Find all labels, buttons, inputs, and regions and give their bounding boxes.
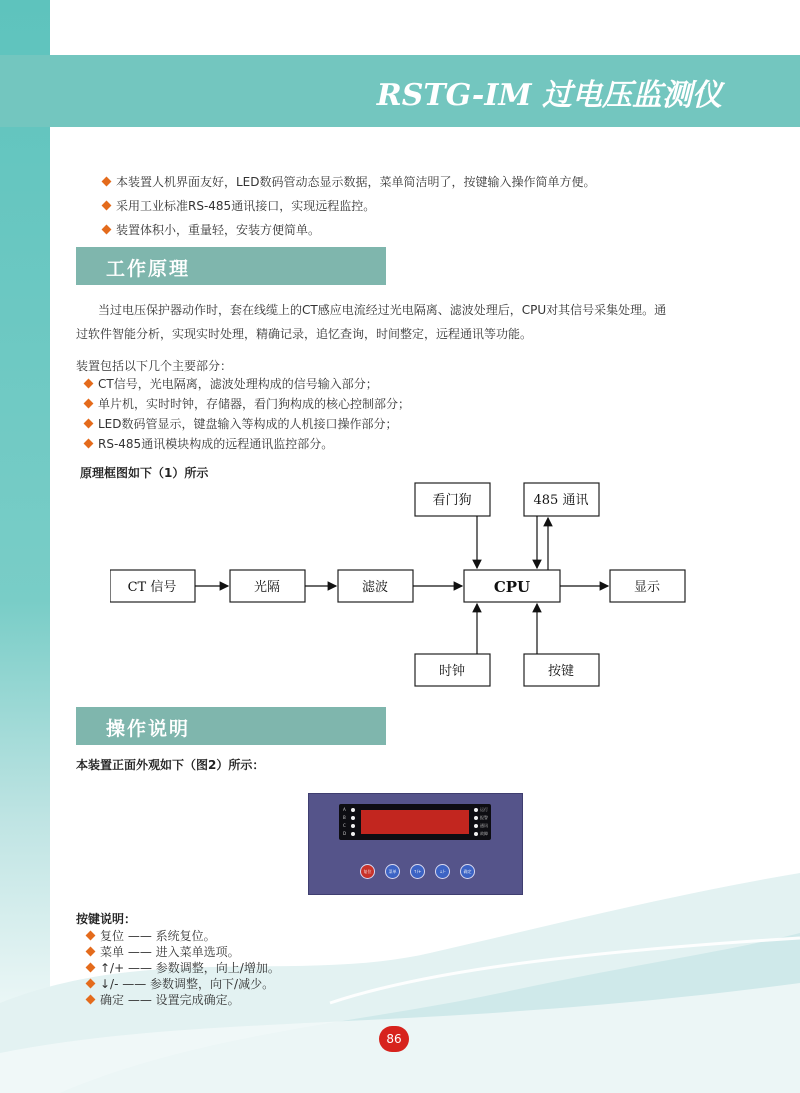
watchdog-label: 看门狗: [432, 493, 472, 508]
page-number-badge: 86: [379, 1026, 409, 1052]
cpu-label: CPU: [493, 578, 531, 596]
led-label: B: [343, 815, 346, 820]
list-item: ↓/- —— 参数调整，向下/减少。: [86, 976, 280, 992]
paragraph-line: 过软件智能分析，实现实时处理，精确记录，追忆查询，时间整定，远程通讯等功能。: [76, 327, 533, 341]
confirm-button[interactable]: 确定: [460, 864, 475, 879]
block-diagram: [110, 475, 700, 695]
led-label: 运行: [480, 807, 488, 812]
list-item: CT信号，光电隔离，滤波处理构成的信号输入部分；: [84, 374, 410, 394]
led-indicator-icon: [351, 816, 355, 820]
comm-label: 485 通讯: [533, 493, 589, 508]
section-title: 工作原理: [106, 258, 191, 280]
led-label: A: [343, 807, 346, 812]
parts-intro: 装置包括以下几个主要部分：: [76, 359, 233, 373]
device-front-panel: [308, 793, 523, 895]
section-header-operation: [76, 707, 386, 745]
led-label: 报警: [480, 815, 488, 820]
list-item: 装置体积小，重量轻，安装方便简单。: [102, 218, 596, 242]
led-indicator-icon: [351, 832, 355, 836]
list-item: 单片机，实时时钟，存储器，看门狗构成的核心控制部分；: [84, 394, 410, 414]
optic-label: 光隔: [253, 580, 281, 595]
menu-button[interactable]: 菜单: [385, 864, 400, 879]
feature-list: [102, 170, 596, 242]
led-indicator-icon: [351, 808, 355, 812]
led-digit-display: [361, 810, 469, 834]
led-indicator-icon: [474, 816, 478, 820]
principle-paragraph: [76, 298, 716, 346]
led-indicator-icon: [474, 824, 478, 828]
display-label: 显示: [633, 580, 661, 595]
diagram-caption: 原理框图如下（1）所示: [80, 466, 209, 480]
paragraph-line: 当过电压保护器动作时，套在线缆上的CT感应电流经过光电隔离、滤波处理后，CPU对其信号采集处理。通: [98, 303, 667, 317]
filter-label: 滤波: [361, 580, 389, 595]
section-title: 操作说明: [106, 718, 191, 740]
reset-button[interactable]: 复位: [360, 864, 375, 879]
list-item: 菜单 —— 进入菜单选项。: [86, 944, 280, 960]
led-indicator-icon: [474, 808, 478, 812]
led-indicator-icon: [474, 832, 478, 836]
parts-list: [84, 374, 410, 454]
up-button[interactable]: ↑/+: [410, 864, 425, 879]
list-item: ↑/+ —— 参数调整，向上/增加。: [86, 960, 280, 976]
list-item: 本装置人机界面友好，LED数码管动态显示数据，菜单简洁明了，按键输入操作简单方便。: [102, 170, 596, 194]
down-button[interactable]: ↓/-: [435, 864, 450, 879]
list-item: 确定 —— 设置完成确定。: [86, 992, 280, 1008]
appearance-caption: 本装置正面外观如下（图2）所示：: [76, 758, 265, 772]
led-label: 故障: [480, 831, 488, 836]
keys-label: 按键: [547, 664, 575, 679]
led-indicator-icon: [351, 824, 355, 828]
led-label: D: [343, 831, 347, 836]
keys-heading: 按键说明：: [76, 912, 137, 926]
list-item: LED数码管显示，键盘输入等构成的人机接口操作部分；: [84, 414, 410, 434]
ct-label: CT 信号: [127, 580, 177, 595]
led-label: C: [343, 823, 346, 828]
list-item: RS-485通讯模块构成的远程通讯监控部分。: [84, 434, 410, 454]
keys-list: [86, 928, 280, 1008]
list-item: 复位 —— 系统复位。: [86, 928, 280, 944]
device-display-panel: [339, 804, 491, 840]
list-item: 采用工业标准RS-485通讯接口，实现远程监控。: [102, 194, 596, 218]
led-label: 通讯: [480, 823, 488, 828]
section-header-principle: [76, 247, 386, 285]
clock-label: 时钟: [438, 664, 466, 679]
page-title: RSTG-IM 过电压监测仪: [376, 78, 722, 113]
